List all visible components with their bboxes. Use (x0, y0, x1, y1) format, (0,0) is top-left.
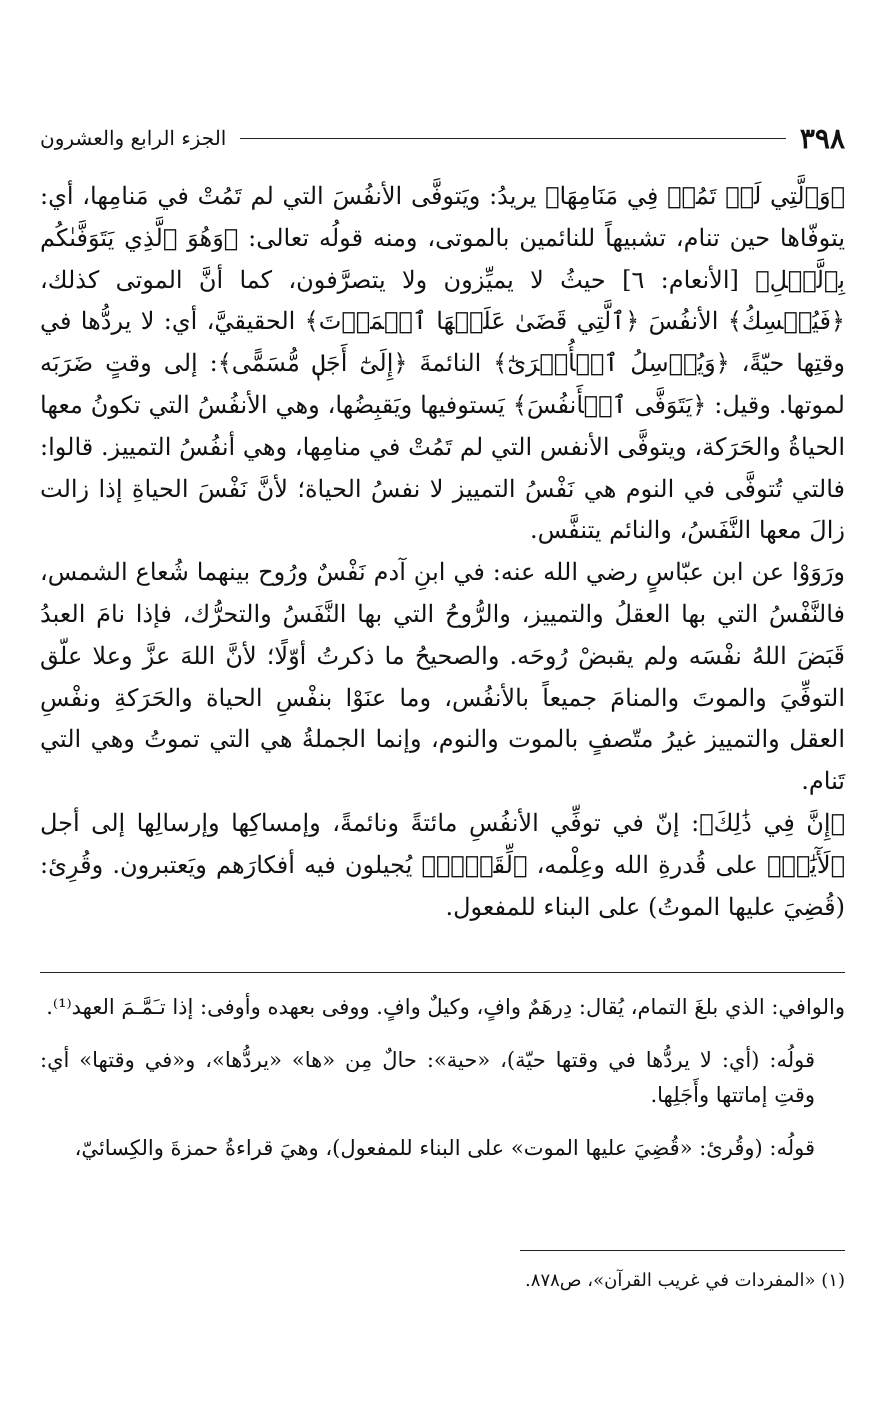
main-paragraph: ﴿إِنَّ فِي ذَٰلِكَ﴾: إنّ في توفِّي الأنفُسِ مائتةً ونائمةً، وإمساكِها وإرسالِها إلى أجل ﴿لَأٓيَٰتٖ﴾ على قُدرةِ الله وعِلْمه، ﴿لِّقَوۡمٖ﴾ يُجيلون فيه أفكارَهم ويَعتبرون. وقُرِئ: (قُضِيَ عليها الموتُ) على البناء للمفعول. (40, 808, 845, 921)
main-paragraph: ﴿وَٱلَّتِي لَمۡ تَمُتۡ فِي مَنَامِهَا﴾ يريدُ: ويَتوفَّى الأنفُسَ التي لم تَمُتْ في مَنامِها، أي: يتوفّاها حين تنام، تشبيهاً للنائمين بالموتى، ومنه قولُه تعالى: ﴿وَهُوَ ٱلَّذِي يَتَوَفَّىٰكُم بِٱلَّيۡلِ﴾ [الأنعام: ٦] حيثُ لا يميِّزون ولا يتصرَّفون، كما أنَّ الموتى كذلك، ﴿فَيُمۡسِكُ﴾ الأنفُسَ ﴿ٱلَّتِي قَضَىٰ عَلَيۡهَا ٱلۡمَوۡتَ﴾ الحقيقيَّ، أي: لا يردُّها في وقتِها حيّةً، ﴿وَيُرۡسِلُ ٱلۡأُخۡرَىٰٓ﴾ النائمةَ ﴿إِلَىٰٓ أَجَلٖ مُّسَمًّى﴾: إلى وقتٍ ضَرَبَه لموتها. وقيل: ﴿يَتَوَفَّى ٱلۡأَنفُسَ﴾ يَستوفيها ويَقبِضُها، وهي الأنفُسُ التي تكونُ معها الحياةُ والحَرَكة، ويتوفَّى الأنفس التي لم تَمُتْ في منامِها، وهي أنفُسُ التمييز. قالوا: فالتي تُتوفَّى في النوم هي نَفْسُ التمييز لا نفسُ الحياة؛ لأنَّ نَفْسَ الحياةِ إذا زالت زالَ معها النَّفَسُ، والنائم يتنفَّس. (40, 182, 845, 545)
commentary (40, 990, 845, 1184)
page-number: ٣٩٨ (799, 121, 845, 155)
page-header (40, 120, 845, 156)
main-text (40, 176, 845, 928)
commentary-paragraph: قولُه: (وقُرئ: «قُضِيَ عليها الموت» على البناء للمفعول)، وهيَ قراءةُ حمزةَ والكِسائيّ، (74, 1136, 815, 1160)
footnote-separator (520, 1250, 845, 1251)
running-title: الجزء الرابع والعشرون (40, 126, 227, 150)
footnote: (١) «المفردات في غريب القرآن»، ص٨٧٨. (525, 1270, 845, 1291)
commentary-paragraph: والوافي: الذي بلغَ التمام، يُقال: دِرهَمٌ وافٍ، وكيلٌ وافٍ. ووفى بعهده وأوفى: إذا تـَمَّـمَ العهد⁽¹⁾. (46, 995, 845, 1019)
header-rule (240, 138, 786, 139)
commentary-separator (40, 972, 845, 973)
commentary-paragraph: قولُه: (أي: لا يردُّها في وقتها حيّة)، «حية»: حالٌ مِن «ها» «يردُّها»، و«في وقتها» أي: وقتِ إماتتها وأَجَلِها. (40, 1048, 815, 1107)
main-paragraph: ورَوَوْا عن ابن عبّاسٍ رضي الله عنه: في ابنِ آدم نَفْسٌ ورُوح بينهما شُعاع الشمس، فالنَّفْسُ التي بها العقلُ والتمييز، والرُّوحُ التي بها النَّفَسُ والتحرُّك، فإذا نامَ العبدُ قَبَضَ اللهُ نفْسَه ولم يقبضْ رُوحَه. والصحيحُ ما ذكرتُ أوّلًا؛ لأنَّ اللهَ عزَّ وعلا علّق التوفِّيَ والموتَ والمنامَ جميعاً بالأنفُس، وما عنَوْا بنفْسِ الحياة والحَرَكةِ ونفْسِ العقل والتمييز غيرُ متّصفٍ بالموت والنوم، وإنما الجملةُ هي التي تموتُ وهي التي تَنام. (40, 558, 845, 796)
